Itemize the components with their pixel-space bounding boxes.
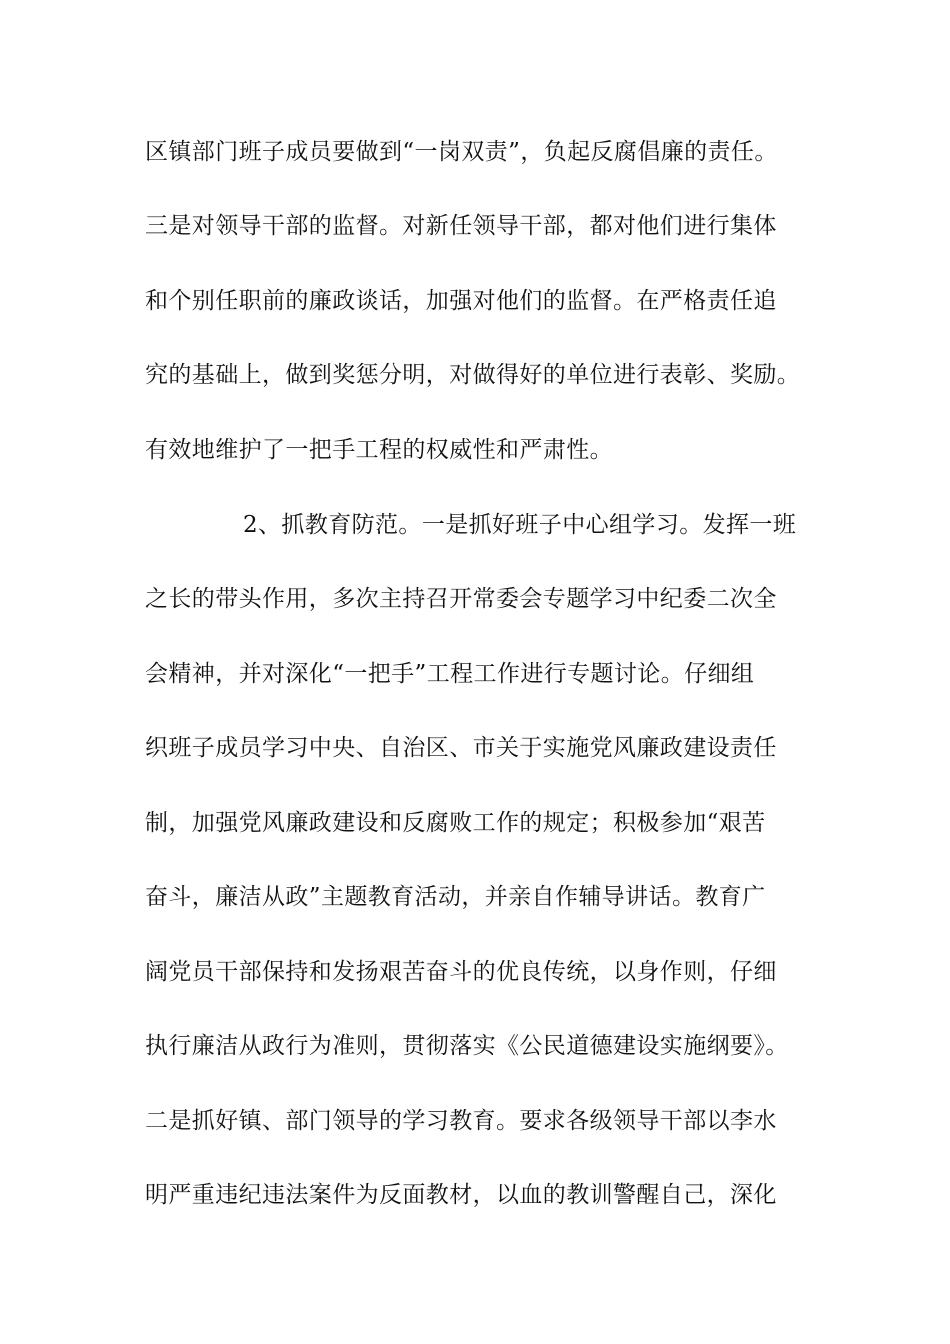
text-line-6: 2、抓教育防范。一是抓好班子中心组学习。发挥一班 — [243, 512, 797, 538]
text-line-15: 明严重违纪违法案件为反面教材，以血的教训警醒自己，深化 — [145, 1182, 777, 1208]
text-line-8: 会精神，并对深化“一把手”工程工作进行专题讨论。仔细组 — [145, 661, 755, 687]
text-line-1: 区镇部门班子成员要做到“一岗双责”，负起反腐倡廉的责任。 — [145, 139, 778, 165]
text-line-10: 制，加强党风廉政建设和反腐败工作的规定；积极参加“艰苦 — [145, 810, 766, 836]
text-line-5: 有效地维护了一把手工程的权威性和严肃性。 — [145, 437, 613, 463]
text-line-2: 三是对领导干部的监督。对新任领导干部，都对他们进行集体 — [145, 213, 777, 239]
text-line-7: 之长的带头作用，多次主持召开常委会专题学习中纪委二次全 — [145, 586, 777, 612]
text-line-9: 织班子成员学习中央、自治区、市关于实施党风廉政建设责任 — [145, 735, 777, 761]
text-line-4: 究的基础上，做到奖惩分明，对做得好的单位进行表彰、奖励。 — [145, 362, 801, 388]
text-line-13: 执行廉洁从政行为准则，贯彻落实《公民道德建设实施纲要》。 — [145, 1033, 789, 1059]
text-line-14: 二是抓好镇、部门领导的学习教育。要求各级领导干部以李水 — [145, 1108, 777, 1134]
text-line-12: 阔党员干部保持和发扬艰苦奋斗的优良传统，以身作则，仔细 — [145, 959, 777, 985]
text-line-3: 和个别任职前的廉政谈话，加强对他们的监督。在严格责任追 — [145, 288, 777, 314]
text-line-11: 奋斗，廉洁从政”主题教育活动，并亲自作辅导讲话。教育广 — [145, 884, 766, 910]
